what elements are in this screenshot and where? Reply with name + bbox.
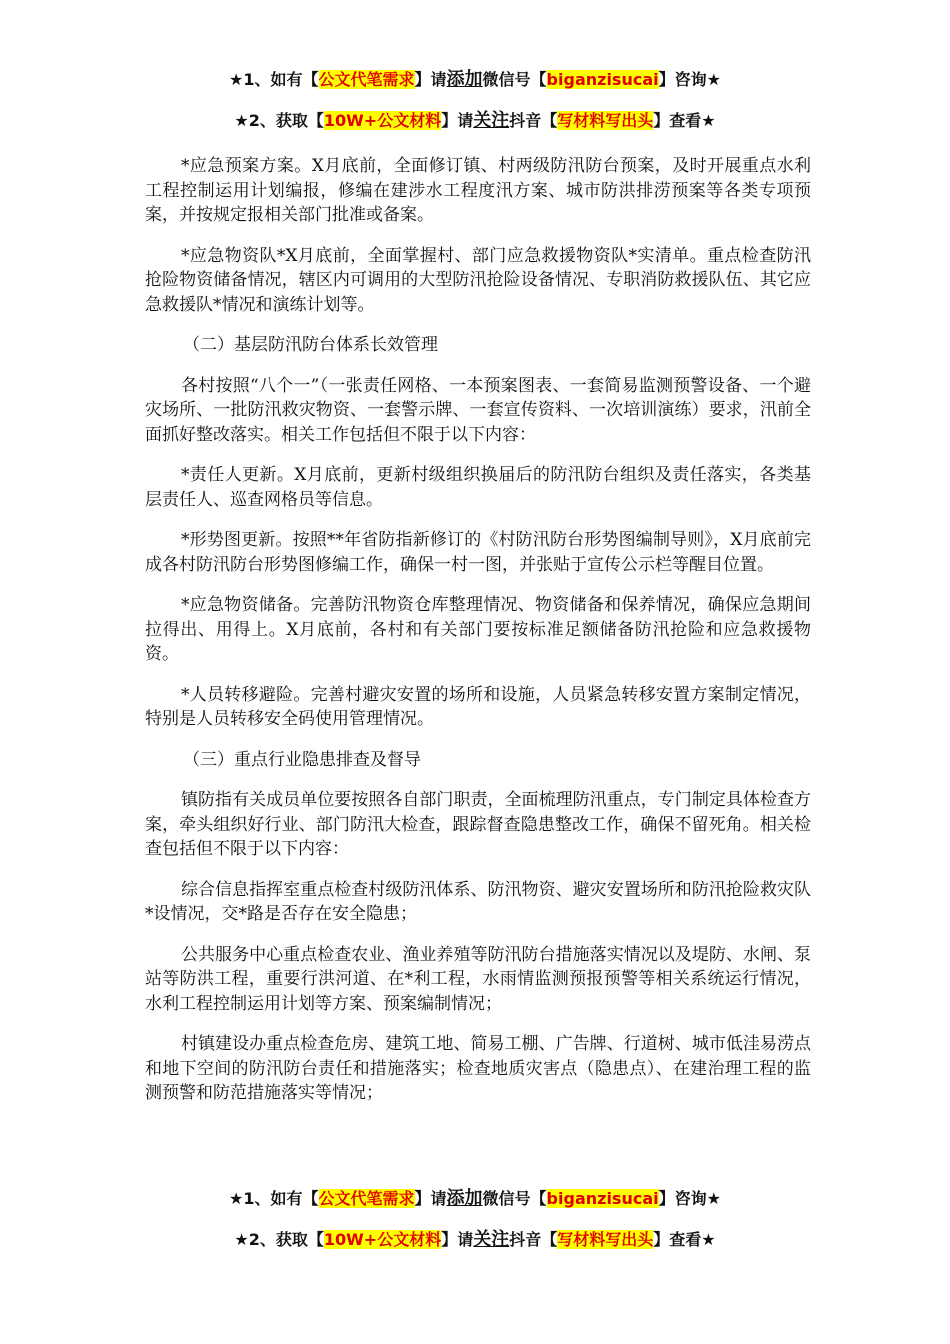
banner-wechat-id: biganzisucai [546,1189,659,1208]
banner-text: ★2、获取【 [234,1230,324,1249]
banner-highlight: 写材料写出头 [557,111,654,130]
paragraph-situation-map-update: *形势图更新。按照**年省防指新修订的《村防汛防台形势图编制导则》，X月底前完成各村防汛防台形势图修编工作，确保一村一图，并张贴于宣传公示栏等醒目位置。 [145,530,811,575]
banner-underlined-text: 添加 [446,69,483,90]
section-heading-2: （二）基层防汛防台体系长效管理 [183,335,438,355]
banner-highlight: 公文代笔需求 [318,70,415,89]
banner-underlined-text: 关注 [473,110,510,131]
banner-underlined-text: 添加 [446,1188,483,1209]
banner-text: ★2、获取【 [234,111,324,130]
section-heading-3: （三）重点行业隐患排查及督导 [183,749,421,770]
banner-text: 】请 [441,1230,474,1249]
bottom-banner-line-2 [0,1229,950,1251]
banner-highlight: 公文代笔需求 [318,1189,415,1208]
paragraph-town-inspection: 镇防指有关成员单位要按照各自部门职责，全面梳理防汛重点，专门制定具体检查方案，牵头组织好行业、部门防汛大检查，跟踪督查隐患整改工作，确保不留死角。相关检查包括但不限于以下内容： [145,790,811,859]
paragraph-eight-ones: 各村按照“八个一”（一张责任网格、一本预案图表、一套简易监测预警设备、一个避灾场所、一批防汛救灾物资、一套警示牌、一套宣传资料、一次培训演练）要求，汛前全面抓好整改落实。相关工作包括但不限于以下内容： [145,375,811,445]
banner-text: ★1、如有【 [229,1189,319,1208]
paragraph-evacuation: *人员转移避险。完善村避灾安置的场所和设施，人员紧急转移安置方案制定情况，特别是人员转移安全码使用管理情况。 [145,684,811,729]
paragraph-info-command: 综合信息指挥室重点检查村级防汛体系、防汛物资、避灾安置场所和防汛抢险救灾队*设情况，交*路是否存在安全隐患； [145,879,811,924]
banner-highlight: 10W+公文材料 [323,1230,442,1249]
banner-text: 】请 [414,70,447,89]
paragraph-public-service: 公共服务中心重点检查农业、渔业养殖等防汛防台措施落实情况以及堤防、水闸、泵站等防洪工程，重要行洪河道、在*利工程，水雨情监测预报预警等相关系统运行情况，水利工程控制运用计划等方案、预案编制情况； [145,944,811,1014]
banner-text: 】请 [414,1189,447,1208]
banner-underlined-text: 关注 [473,1229,510,1250]
top-banner-line-1 [0,69,950,91]
banner-wechat-id: biganzisucai [546,70,659,89]
paragraph-emergency-supplies-team: *应急物资队*X月底前，全面掌握村、部门应急救援物资队*实清单。重点检查防汛抢险物资储备情况，辖区内可调用的大型防汛抢险设备情况、专职消防救援队伍、其它应急救援队*情况和演练计划等。 [145,245,811,315]
paragraph-emergency-plan: *应急预案方案。X月底前，全面修订镇、村两级防汛防台预案，及时开展重点水利工程控制运用计划编报，修编在建涉水工程度汛方案、城市防洪排涝预案等各类专项预案，并按规定报相关部门批准或备案。 [145,156,811,225]
top-banner-line-2 [0,110,950,132]
paragraph-village-construction: 村镇建设办重点检查危房、建筑工地、简易工棚、广告牌、行道树、城市低洼易涝点和地下空间的防汛防台责任和措施落实；检查地质灾害点（隐患点）、在建治理工程的监测预警和防范措施落实等情况； [145,1034,811,1103]
banner-text: 】查看★ [653,1230,716,1249]
paragraph-supplies-reserve: *应急物资储备。完善防汛物资仓库整理情况、物资储备和保养情况，确保应急期间拉得出、用得上。X月底前，各村和有关部门要按标准足额储备防汛抢险和应急救援物资。 [145,595,811,664]
document-body [145,154,811,1122]
bottom-banner-line-1 [0,1188,950,1210]
banner-highlight: 10W+公文材料 [323,111,442,130]
banner-text: 】查看★ [653,111,716,130]
banner-text: 】咨询★ [658,1189,721,1208]
banner-text: 微信号【 [482,1189,547,1208]
banner-highlight: 写材料写出头 [557,1230,654,1249]
banner-text: 抖音【 [509,1230,558,1249]
banner-text: ★1、如有【 [229,70,319,89]
banner-text: 】请 [441,111,474,130]
banner-text: 微信号【 [482,70,547,89]
banner-text: 】咨询★ [658,70,721,89]
paragraph-responsible-update: *责任人更新。X月底前，更新村级组织换届后的防汛防台组织及责任落实，各类基层责任人、巡查网格员等信息。 [145,465,811,510]
banner-text: 抖音【 [509,111,558,130]
